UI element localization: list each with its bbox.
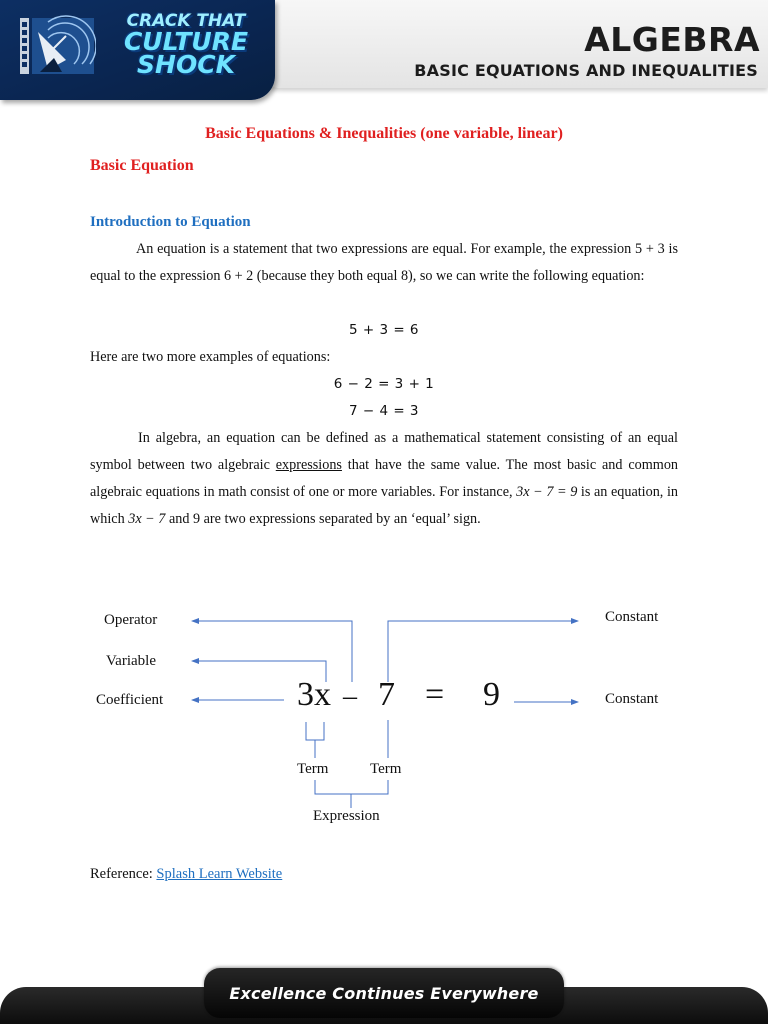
subheading: Introduction to Equation xyxy=(90,214,251,230)
paragraph-text: In algebra, an equation can be defined as a mathematical statement consisting of an equal symbol between two algebraic xyxy=(90,430,678,473)
document-title: Basic Equations & Inequalities (one variable, linear) xyxy=(205,125,563,142)
reference-label: Reference: xyxy=(90,866,157,882)
equation-nine: 9 xyxy=(483,676,500,713)
expression-bracket xyxy=(315,780,388,794)
equation-example-3: 7 − 4 = 3 xyxy=(348,403,420,419)
logo-text-line1: CRACK THAT xyxy=(126,11,246,31)
reference-link[interactable]: Splash Learn Website xyxy=(156,866,283,882)
equation-term-3x: 3x xyxy=(297,676,331,713)
equation-minus: – xyxy=(343,681,357,712)
header-band xyxy=(255,0,768,88)
math-inline: 3x − 7 = 9 xyxy=(516,484,578,500)
expressions-link[interactable]: expressions xyxy=(275,457,342,473)
term1-label: Term xyxy=(297,761,329,777)
satellite-dish-icon xyxy=(18,14,96,76)
operator-label: Operator xyxy=(104,612,158,628)
paragraph-algebra xyxy=(90,425,678,533)
logo xyxy=(0,0,275,100)
coefficient-label: Coefficient xyxy=(96,692,164,708)
paragraph-examples: Here are two more examples of equations: xyxy=(90,349,331,365)
footer-text: Excellence Continues Everywhere xyxy=(229,983,539,1003)
paragraph-intro: An equation is a statement that two expressions are equal. For example, the expression 5 + 3 is equal to the expression 6 + 2 (because they both equal 8), so we can write the following equation: xyxy=(90,241,678,284)
expression-label: Expression xyxy=(313,808,380,824)
equation-equals: = xyxy=(425,676,445,713)
header-title: ALGEBRA xyxy=(584,20,760,59)
header-subtitle: BASIC EQUATIONS AND INEQUALITIES xyxy=(414,61,758,80)
equation-example-1: 5 + 3 = 6 xyxy=(348,322,420,338)
constant-top-connector xyxy=(388,621,578,682)
math-inline: 3x − 7 xyxy=(128,511,166,527)
footer-banner xyxy=(204,968,564,1018)
logo-text-line2: CULTURE xyxy=(123,27,249,56)
operator-connector xyxy=(192,621,352,682)
paragraph-text: and 9 are two expressions separated by an ‘equal’ sign. xyxy=(165,511,481,527)
page-header xyxy=(0,0,768,100)
reference xyxy=(90,866,282,883)
equation-diagram xyxy=(0,590,768,840)
paragraph-text: that have the same value. The most basic and common algebraic equations in math consist of one or more variables. For instance, xyxy=(90,457,679,500)
term1-bracket xyxy=(306,722,324,740)
section-heading: Basic Equation xyxy=(90,157,194,174)
constant-top-label: Constant xyxy=(605,609,659,625)
equation-seven: 7 xyxy=(378,676,395,713)
variable-label: Variable xyxy=(106,653,156,669)
constant-right-label: Constant xyxy=(605,691,659,707)
term2-label: Term xyxy=(370,761,402,777)
equation-example-2: 6 − 2 = 3 + 1 xyxy=(333,376,435,392)
paragraph-text: is an equation, in which xyxy=(90,484,678,527)
logo-text-line3: SHOCK xyxy=(137,50,235,79)
